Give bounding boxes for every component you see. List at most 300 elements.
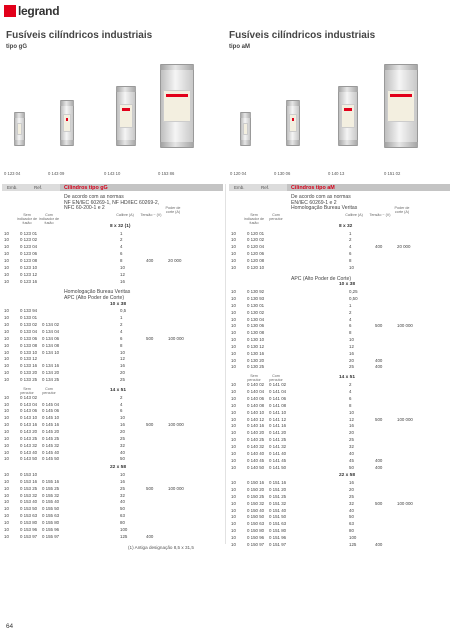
row-emb: 10 — [231, 493, 236, 499]
row-emb: 10 — [231, 480, 236, 486]
row-calibre: 50 — [120, 456, 125, 462]
row-calibre: 10 — [349, 409, 354, 415]
row-ref-sem: 0 140 06 — [247, 396, 265, 401]
column-header-poder: Poder de corte (A) — [165, 205, 181, 214]
row-emb: 10 — [4, 520, 9, 525]
header-ref: Ref. — [261, 185, 270, 190]
row-emb: 10 — [4, 533, 9, 539]
row-ref-com: 0 141 02 — [269, 382, 287, 388]
row-emb: 10 — [4, 315, 9, 321]
footnote: (1) Antiga designação 8,5 x 31,5 — [128, 544, 194, 550]
section-size: 10 x 38 — [110, 301, 127, 307]
row-calibre: 20 — [120, 429, 125, 434]
row-emb: 10 — [231, 364, 236, 370]
row-emb: 10 — [231, 244, 236, 250]
standards-note: De acordo com as normas — [291, 194, 351, 200]
row-calibre: 10 — [349, 337, 354, 343]
row-emb: 10 — [4, 472, 9, 478]
fuse-end-cap — [116, 87, 136, 92]
table-row — [229, 480, 450, 487]
row-ref-com: 0 145 06 — [42, 408, 60, 414]
row-ref-sem: 0 140 02 — [247, 382, 265, 388]
row-ref-sem: 0 123 06 — [20, 251, 38, 257]
row-ref-sem: 0 130 10 — [247, 337, 265, 343]
section-size: 22 x 58 — [339, 473, 356, 479]
row-calibre: 2 — [349, 237, 352, 243]
table-row — [229, 358, 450, 365]
row-tensao: 400 — [375, 457, 383, 463]
row-calibre: 8 — [349, 402, 352, 408]
table-row — [2, 513, 223, 520]
row-emb: 10 — [4, 328, 9, 334]
row-ref-com: 0 145 40 — [42, 449, 60, 455]
row-ref-com: 0 134 02 — [42, 322, 60, 328]
row-emb: 10 — [4, 449, 9, 455]
row-emb: 10 — [4, 271, 9, 277]
row-calibre: 1 — [120, 230, 123, 236]
row-ref-com: 0 155 50 — [42, 506, 60, 512]
fuse-end-cap — [14, 113, 25, 118]
row-ref-sem: 0 123 02 — [20, 237, 38, 243]
row-ref-sem: 0 150 32 — [247, 500, 265, 506]
table-row — [229, 265, 450, 272]
photo-reference: 0 143 09 — [48, 171, 65, 176]
table-row — [229, 528, 450, 535]
fuse-label — [341, 104, 355, 127]
row-emb: 10 — [231, 528, 236, 534]
fuse-label — [163, 90, 191, 123]
row-tensao: 400 — [375, 464, 383, 470]
row-ref-com: 0 151 16 — [269, 480, 287, 486]
fuse-end-cap — [338, 140, 358, 145]
row-poder-corte: 100 000 — [397, 500, 413, 506]
table-row — [229, 330, 450, 337]
row-emb: 10 — [231, 330, 236, 336]
row-ref-sem: 0 120 10 — [247, 264, 265, 270]
row-emb: 10 — [4, 356, 9, 362]
subcolumn-header: Sem percutor — [20, 386, 34, 395]
standards-note: NFC 60-200-1 e 2 — [64, 205, 105, 212]
row-ref-sem: 0 130 01 — [247, 302, 265, 308]
row-emb: 10 — [231, 343, 236, 349]
row-emb: 10 — [231, 500, 236, 506]
row-ref-sem: 0 133 12 — [20, 356, 38, 362]
column-header-poder: Poder de corte (A) — [394, 205, 410, 214]
table-row — [2, 336, 223, 343]
row-ref-sem: 0 140 32 — [247, 443, 265, 449]
row-tensao: 400 — [375, 244, 383, 250]
row-emb: 10 — [4, 401, 9, 407]
fuse-brand-stripe — [344, 108, 352, 111]
row-emb: 10 — [231, 541, 236, 547]
table-row — [2, 279, 223, 286]
row-emb: 10 — [231, 309, 236, 315]
table-row — [229, 508, 450, 515]
row-ref-com: 0 155 16 — [42, 478, 60, 484]
row-calibre: 25 — [349, 364, 354, 370]
table-row — [229, 251, 450, 258]
row-ref-sem: 0 140 10 — [247, 409, 265, 415]
row-calibre: 12 — [120, 271, 125, 277]
row-ref-sem: 0 140 20 — [247, 430, 265, 436]
fuse-brand-stripe — [122, 108, 130, 111]
column-header-tensao: Tensão ~ (V) — [369, 212, 391, 217]
row-calibre: 16 — [120, 478, 125, 484]
row-calibre: 2 — [349, 309, 352, 315]
column-header-calibre: Calibre (A) — [116, 212, 134, 217]
row-ref-sem: 0 143 04 — [20, 401, 38, 407]
fuse-label — [119, 104, 133, 127]
row-emb: 10 — [4, 335, 9, 341]
row-emb: 10 — [231, 450, 236, 456]
table-row — [2, 479, 223, 486]
table-row — [229, 344, 450, 351]
row-calibre: 80 — [349, 528, 354, 534]
section-size: 22 x 58 — [110, 465, 127, 471]
row-ref-com: 0 155 63 — [42, 513, 60, 519]
row-emb: 10 — [231, 521, 236, 527]
row-emb: 10 — [4, 251, 9, 257]
table-row — [2, 272, 223, 279]
table-row — [229, 258, 450, 265]
row-emb: 10 — [4, 499, 9, 505]
row-ref-com: 0 141 25 — [269, 437, 287, 443]
row-ref-com: 0 134 06 — [42, 335, 60, 341]
row-calibre: 0,25 — [349, 289, 358, 295]
table-row — [2, 329, 223, 336]
row-calibre: 16 — [349, 423, 354, 429]
legrand-logo — [4, 4, 62, 18]
row-ref-sem: 0 140 25 — [247, 437, 265, 443]
fuse-cartridge-image — [240, 112, 251, 146]
fuse-end-cap — [384, 65, 418, 70]
row-ref-sem: 0 133 08 — [20, 342, 38, 348]
row-calibre: 4 — [120, 401, 123, 407]
row-ref-sem: 0 133 25 — [20, 376, 38, 382]
row-ref-com: 0 155 32 — [42, 492, 60, 498]
row-ref-com: 0 151 40 — [269, 507, 287, 513]
subcolumn-header: Sem percutor — [247, 374, 261, 383]
row-poder-corte: 100 000 — [168, 422, 184, 428]
photo-reference: 0 123 04 — [4, 171, 21, 176]
row-calibre: 10 — [349, 264, 354, 270]
table-row — [2, 422, 223, 429]
row-calibre: 100 — [349, 534, 357, 540]
row-ref-com: 0 145 32 — [42, 442, 60, 448]
row-ref-sem: 0 153 63 — [20, 513, 38, 519]
row-emb: 10 — [231, 237, 236, 243]
row-emb: 10 — [231, 416, 236, 422]
row-emb: 10 — [231, 437, 236, 443]
table-row — [229, 410, 450, 417]
row-emb: 10 — [231, 251, 236, 257]
row-ref-sem: 0 133 01 — [20, 315, 38, 321]
row-calibre: 4 — [120, 328, 123, 334]
row-ref-sem: 0 143 06 — [20, 408, 38, 414]
row-calibre: 0,5 — [120, 308, 127, 314]
row-ref-sem: 0 123 10 — [20, 264, 38, 270]
right-product-table — [229, 184, 450, 564]
row-ref-sem: 0 153 80 — [20, 520, 38, 525]
row-calibre: 32 — [120, 492, 125, 498]
row-ref-com: 0 141 08 — [269, 402, 287, 408]
row-emb: 10 — [4, 342, 9, 348]
fuse-end-cap — [160, 142, 194, 147]
row-calibre: 63 — [120, 513, 125, 519]
table-row — [229, 487, 450, 494]
fuse-label — [63, 114, 71, 132]
row-calibre: 32 — [120, 442, 125, 448]
table-row — [229, 494, 450, 501]
table-row — [2, 472, 223, 479]
row-ref-com: 0 155 97 — [42, 533, 60, 539]
row-calibre: 16 — [349, 350, 354, 356]
right-product-photos — [226, 60, 452, 158]
row-emb: 10 — [231, 295, 236, 301]
row-calibre: 40 — [349, 507, 354, 513]
row-emb: 10 — [231, 230, 236, 236]
row-emb: 10 — [4, 485, 9, 491]
row-ref-com: 0 145 16 — [42, 422, 60, 428]
row-ref-sem: 0 130 16 — [247, 350, 265, 356]
row-emb: 10 — [231, 350, 236, 356]
column-header-com: Com percutor — [269, 212, 283, 221]
row-ref-sem: 0 150 63 — [247, 521, 265, 527]
table-row — [2, 370, 223, 377]
row-ref-sem: 0 123 08 — [20, 258, 38, 263]
table-row — [2, 429, 223, 436]
row-ref-com: 0 151 96 — [269, 534, 287, 540]
row-calibre: 50 — [349, 464, 354, 470]
row-emb: 10 — [231, 514, 236, 520]
row-ref-sem: 0 130 08 — [247, 330, 265, 336]
row-poder-corte: 100 000 — [168, 335, 184, 341]
fuse-cartridge-image — [384, 64, 418, 148]
subcolumn-header: Com percutor — [42, 386, 56, 395]
row-ref-sem: 0 140 16 — [247, 423, 265, 429]
table-row — [229, 458, 450, 465]
row-ref-sem: 0 140 04 — [247, 389, 265, 395]
table-row — [2, 443, 223, 450]
row-calibre: 25 — [349, 493, 354, 499]
logo-text: legrand — [18, 4, 60, 18]
header-ref: Ref. — [34, 185, 43, 190]
row-emb: 10 — [4, 506, 9, 512]
row-ref-com: 0 145 20 — [42, 429, 60, 434]
fuse-end-cap — [14, 140, 25, 145]
row-ref-com: 0 145 10 — [42, 415, 60, 421]
section-note: APC (Alto Poder de Corte) — [291, 275, 352, 282]
section-note: Homologação Bureau Veritas — [64, 289, 131, 296]
row-emb: 10 — [231, 357, 236, 363]
row-ref-sem: 0 143 20 — [20, 429, 38, 434]
table-row — [2, 456, 223, 463]
table-row — [229, 501, 450, 508]
row-ref-com: 0 141 50 — [269, 464, 287, 470]
row-ref-com: 0 141 06 — [269, 396, 287, 401]
table-row — [229, 444, 450, 451]
row-emb: 10 — [231, 409, 236, 415]
table-row — [229, 351, 450, 358]
row-calibre: 4 — [120, 244, 123, 250]
row-ref-sem: 0 153 96 — [20, 526, 38, 532]
table-row — [2, 343, 223, 350]
row-calibre: 12 — [349, 343, 354, 349]
page-number: 64 — [6, 623, 14, 630]
table-row — [2, 251, 223, 258]
row-ref-sem: 0 153 40 — [20, 499, 38, 505]
row-emb: 10 — [231, 382, 236, 388]
table-row — [229, 514, 450, 521]
row-calibre: 63 — [349, 521, 354, 527]
row-emb: 10 — [231, 258, 236, 263]
table-row — [2, 265, 223, 272]
table-row — [2, 493, 223, 500]
table-row — [2, 450, 223, 457]
row-emb: 10 — [4, 237, 9, 243]
row-ref-sem: 0 143 25 — [20, 435, 38, 441]
row-emb: 10 — [4, 478, 9, 484]
row-ref-sem: 0 150 96 — [247, 534, 265, 540]
row-calibre: 25 — [349, 437, 354, 443]
row-ref-sem: 0 143 02 — [20, 394, 38, 400]
row-emb: 10 — [4, 244, 9, 250]
row-ref-sem: 0 133 04 — [20, 328, 38, 334]
row-ref-sem: 0 143 32 — [20, 442, 38, 448]
row-ref-sem: 0 120 02 — [247, 237, 265, 243]
row-emb: 10 — [231, 323, 236, 329]
row-tensao: 500 — [146, 422, 154, 428]
row-ref-sem: 0 143 16 — [20, 422, 38, 428]
table-row — [229, 437, 450, 444]
fuse-end-cap — [286, 101, 300, 106]
row-ref-sem: 0 130 04 — [247, 316, 265, 322]
row-calibre: 20 — [120, 370, 125, 376]
row-emb: 10 — [231, 534, 236, 540]
row-calibre: 32 — [349, 500, 354, 506]
row-calibre: 100 — [120, 526, 128, 532]
table-row — [2, 231, 223, 238]
row-ref-sem: 0 150 16 — [247, 480, 265, 486]
fuse-cartridge-image — [338, 86, 358, 146]
standards-note: EN/IEC 60269-1 e 2 — [291, 199, 337, 206]
table-row — [229, 364, 450, 371]
fuse-end-cap — [116, 140, 136, 145]
row-ref-sem: 0 120 04 — [247, 244, 265, 250]
row-calibre: 50 — [349, 514, 354, 520]
table-row — [2, 520, 223, 527]
fuse-cartridge-image — [286, 100, 300, 146]
column-divider — [225, 184, 226, 544]
left-page-title: Fusíveis cilíndricos industriais — [6, 30, 153, 41]
row-calibre: 16 — [349, 480, 354, 486]
row-emb: 10 — [4, 408, 9, 414]
table-row — [229, 389, 450, 396]
row-calibre: 125 — [349, 541, 357, 547]
row-emb: 10 — [4, 230, 9, 236]
fuse-label — [17, 123, 22, 136]
row-ref-sem: 0 150 25 — [247, 493, 265, 499]
row-emb: 10 — [231, 289, 236, 295]
table-row — [229, 237, 450, 244]
table-row — [2, 322, 223, 329]
row-tensao: 400 — [146, 533, 154, 539]
table-row — [229, 403, 450, 410]
row-calibre: 16 — [120, 363, 125, 369]
row-emb: 10 — [231, 457, 236, 463]
column-header-com: Com indicador de fusão — [38, 212, 60, 225]
row-poder-corte: 100 000 — [397, 323, 413, 329]
standards-note: Homologação Bureau Veritas — [291, 205, 358, 212]
row-calibre: 10 — [120, 415, 125, 421]
table-row — [229, 521, 450, 528]
row-ref-sem: 0 133 06 — [20, 335, 38, 341]
column-header-sem: Sem indicador de fusão — [243, 212, 265, 225]
row-calibre: 32 — [349, 443, 354, 449]
row-calibre: 6 — [349, 396, 352, 401]
row-emb: 10 — [231, 464, 236, 470]
row-calibre: 25 — [120, 435, 125, 441]
row-ref-sem: 0 120 01 — [247, 230, 265, 236]
row-calibre: 6 — [349, 251, 352, 257]
fuse-end-cap — [286, 140, 300, 145]
photo-reference: 0 153 86 — [158, 171, 175, 176]
row-tensao: 400 — [375, 357, 383, 363]
row-ref-sem: 0 153 16 — [20, 478, 38, 484]
row-ref-com: 0 145 04 — [42, 401, 60, 407]
row-calibre: 1 — [349, 230, 352, 236]
table-row — [2, 534, 223, 541]
table-row — [2, 436, 223, 443]
table-row — [2, 402, 223, 409]
table-row — [2, 415, 223, 422]
row-ref-com: 0 141 04 — [269, 389, 287, 395]
row-emb: 10 — [4, 513, 9, 519]
row-emb: 10 — [4, 456, 9, 462]
row-ref-com: 0 141 45 — [269, 457, 287, 463]
section-size: 14 x 51 — [339, 375, 356, 381]
right-page-title: Fusíveis cilíndricos industriais — [229, 30, 376, 41]
section-note: APC (Alto Poder de Corte) — [64, 295, 125, 301]
row-emb: 10 — [4, 526, 9, 532]
row-ref-sem: 0 130 06 — [247, 323, 265, 329]
fuse-cartridge-image — [116, 86, 136, 146]
fuse-brand-stripe — [292, 118, 294, 121]
fuse-end-cap — [60, 101, 74, 106]
row-poder-corte: 20 000 — [168, 258, 182, 263]
row-tensao: 400 — [375, 364, 383, 370]
row-calibre: 45 — [349, 457, 354, 463]
fuse-brand-stripe — [166, 94, 188, 97]
row-emb: 10 — [231, 443, 236, 449]
row-poder-corte: 20 000 — [397, 244, 411, 250]
row-ref-com: 0 134 25 — [42, 376, 60, 382]
table-row — [2, 356, 223, 363]
row-emb: 10 — [4, 376, 9, 382]
left-product-photos — [0, 60, 225, 158]
subcolumn-header: Com percutor — [269, 374, 283, 383]
table-row — [2, 258, 223, 265]
row-emb: 10 — [231, 430, 236, 436]
table-row — [229, 296, 450, 303]
table-row — [229, 396, 450, 403]
row-calibre: 12 — [120, 356, 125, 362]
table-row — [229, 303, 450, 310]
row-calibre: 4 — [349, 389, 352, 395]
row-ref-com: 0 151 25 — [269, 493, 287, 499]
row-poder-corte: 100 000 — [397, 416, 413, 422]
fuse-end-cap — [240, 113, 251, 118]
